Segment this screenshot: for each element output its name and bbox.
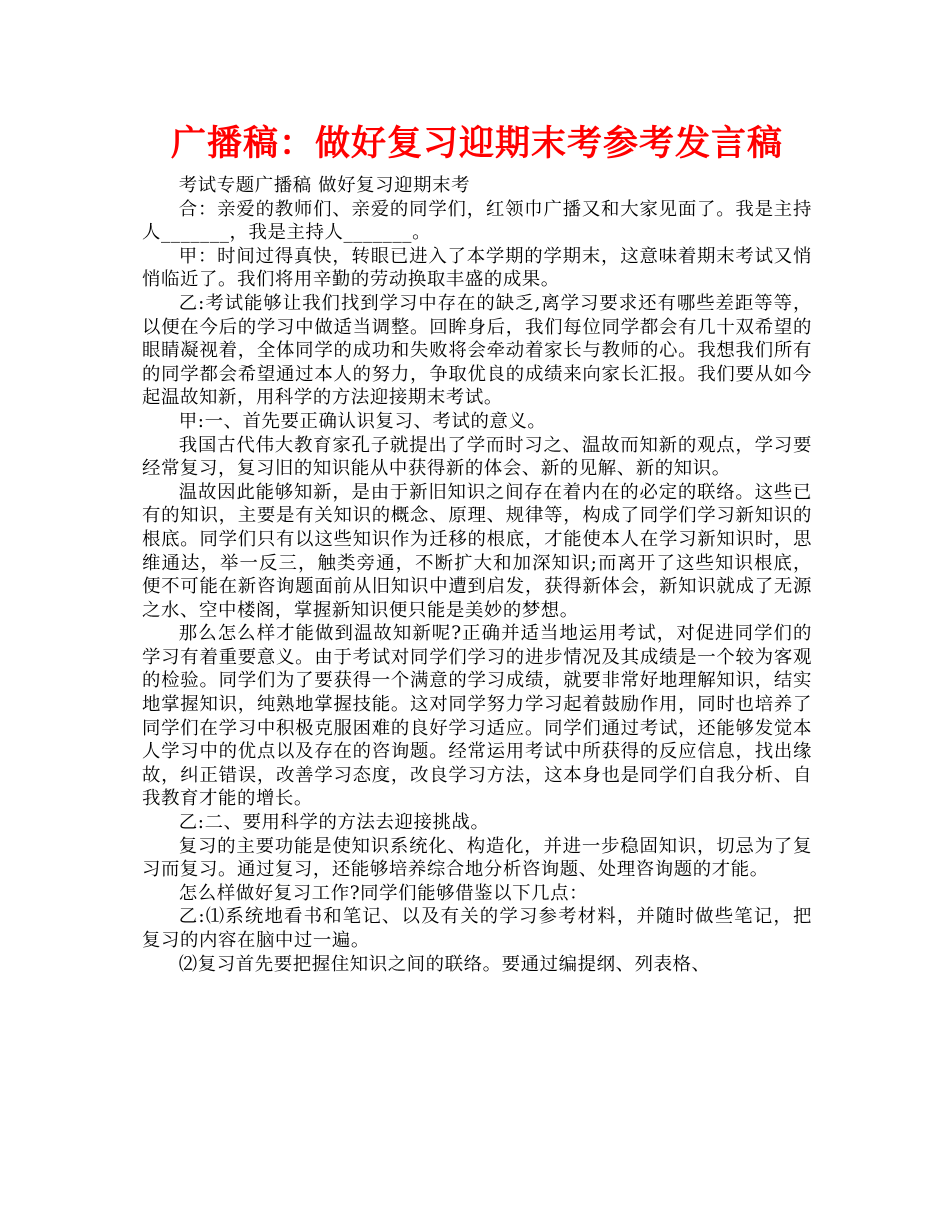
- paragraph: 那么怎么样才能做到温故知新呢?正确并适当地运用考试，对促进同学们的学习有着重要意义。由于考试对同学们学习的进步情况及其成绩是一个较为客观的检验。同学们为了要获得一个满意的学习成绩，就要非常好地理解知识，结实地掌握知识，纯熟地掌握技能。这对同学努力学习起着鼓励作用，同时也培养了同学们在学习中积极克服困难的良好学习适应。同学们通过考试，还能够发觉本人学习中的优点以及存在的咨询题。经常运用考试中所获得的反应信息，找出缘故，纠正错误，改善学习态度，改良学习方法，这本身也是同学们自我分析、自我教育才能的增长。: [142, 623, 812, 810]
- paragraph: 复习的主要功能是使知识系统化、构造化，并进一步稳固知识，切忌为了复习而复习。通过复习，还能够培养综合地分析咨询题、处理咨询题的才能。: [142, 835, 812, 881]
- paragraph: 乙:二、要用科学的方法去迎接挑战。: [178, 812, 490, 834]
- document-title: 广播稿：做好复习迎期末考参考发言稿: [170, 124, 783, 164]
- paragraph: ⑵复习首先要把握住知识之间的联络。要通过编提纲、列表格、: [178, 953, 711, 975]
- paragraph: 温故因此能够知新，是由于新旧知识之间存在着内在的必定的联络。这些已有的知识，主要是有关知识的概念、原理、规律等，构成了同学们学习新知识的根底。同学们只有以这些知识作为迁移的根底，才能使本人在学习新知识时，思维通达，举一反三，触类旁通，不断扩大和加深知识;而离开了这些知识根底，便不可能在新咨询题面前从旧知识中遭到启发，获得新体会，新知识就成了无源之水、空中楼阁，掌握新知识便只能是美妙的梦想。: [142, 481, 812, 621]
- paragraph: 怎么样做好复习工作?同学们能够借鉴以下几点：: [178, 882, 589, 904]
- paragraph: 甲:一、首先要正确认识复习、考试的意义。: [178, 410, 547, 432]
- paragraph-subtitle: 考试专题广播稿 做好复习迎期末考: [178, 175, 471, 196]
- paragraph: 合：亲爱的教师们、亲爱的同学们，红领巾广播又和大家见面了。我是主持人_______，我是主持人_______。: [142, 198, 812, 244]
- paragraph: 甲：时间过得真快，转眼已进入了本学期的学期末，这意味着期末考试又悄悄临近了。我们将用辛勤的劳动换取丰盛的成果。: [142, 245, 812, 291]
- paragraph: 我国古代伟大教育家孔子就提出了学而时习之、温故而知新的观点，学习要经常复习，复习旧的知识能从中获得新的体会、新的见解、新的知识。: [142, 434, 812, 480]
- paragraph: 乙:考试能够让我们找到学习中存在的缺乏,离学习要求还有哪些差距等等，以便在今后的学习中做适当调整。回眸身后，我们每位同学都会有几十双希望的眼睛凝视着，全体同学的成功和失败将会牵动着家长与教师的心。我想我们所有的同学都会希望通过本人的努力，争取优良的成绩来向家长汇报。我们要从如今起温故知新，用科学的方法迎接期末考试。: [142, 292, 812, 409]
- paragraph: 乙:⑴系统地看书和笔记、以及有关的学习参考材料，并随时做些笔记，把复习的内容在脑中过一遍。: [142, 906, 812, 951]
- document-page: [142, 118, 812, 976]
